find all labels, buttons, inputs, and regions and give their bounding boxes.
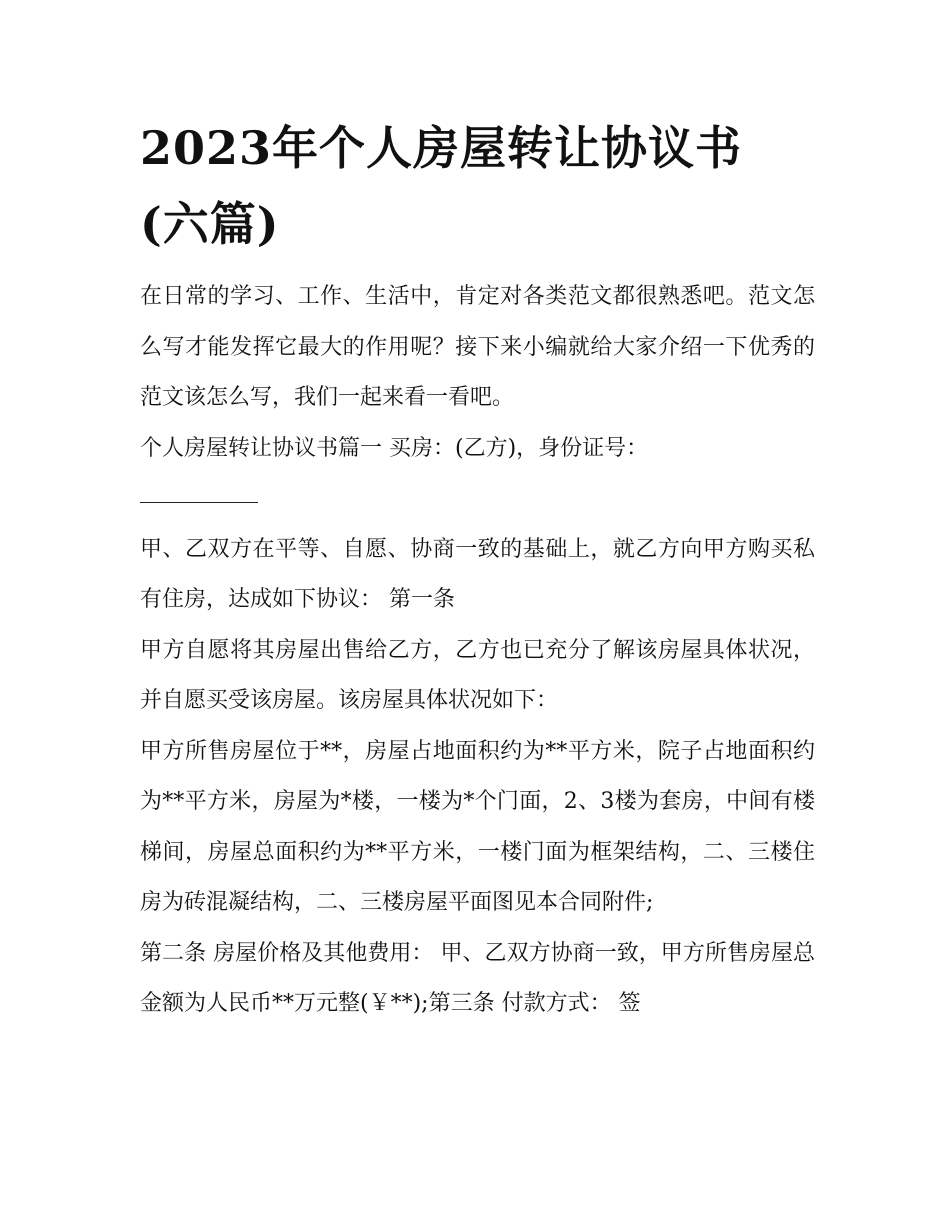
fill-in-blank-line — [140, 474, 815, 525]
title-line-2: (六篇) — [140, 197, 280, 251]
document-body — [140, 272, 815, 1030]
intro-paragraph: 在日常的学习、工作、生活中，肯定对各类范文都很熟悉吧。范文怎么写才能发挥它最大的作用呢？接下来小编就给大家介绍一下优秀的范文该怎么写，我们一起来看一看吧。 — [140, 284, 815, 410]
buyer-paragraph: 个人房屋转让协议书篇一 买房：(乙方)，身份证号： — [140, 435, 649, 461]
agreement-paragraph: 甲、乙双方在平等、自愿、协商一致的基础上，就乙方向甲方购买私有住房，达成如下协议： 第一条 — [140, 536, 815, 612]
sale-intent-paragraph: 甲方自愿将其房屋出售给乙方，乙方也已充分了解该房屋具体状况，并自愿买受该房屋。该房屋具体状况如下： — [140, 637, 815, 713]
price-paragraph: 第二条 房屋价格及其他费用： 甲、乙双方协商一致，甲方所售房屋总金额为人民币**万元整(￥**);第三条 付款方式： 签 — [140, 940, 815, 1016]
title-line-1: 2023年个人房屋转让协议书 — [140, 121, 743, 175]
document-page — [140, 110, 815, 1030]
document-title — [140, 110, 815, 262]
property-details-paragraph: 甲方所售房屋位于**，房屋占地面积约为**平方米，院子占地面积约为**平方米，房屋为*楼，一楼为*个门面，2、3楼为套房，中间有楼梯间，房屋总面积约为**平方米，一楼门面为框架结构，二、三楼住房为砖混凝结构，二、三楼房屋平面图见本合同附件; — [140, 738, 815, 915]
